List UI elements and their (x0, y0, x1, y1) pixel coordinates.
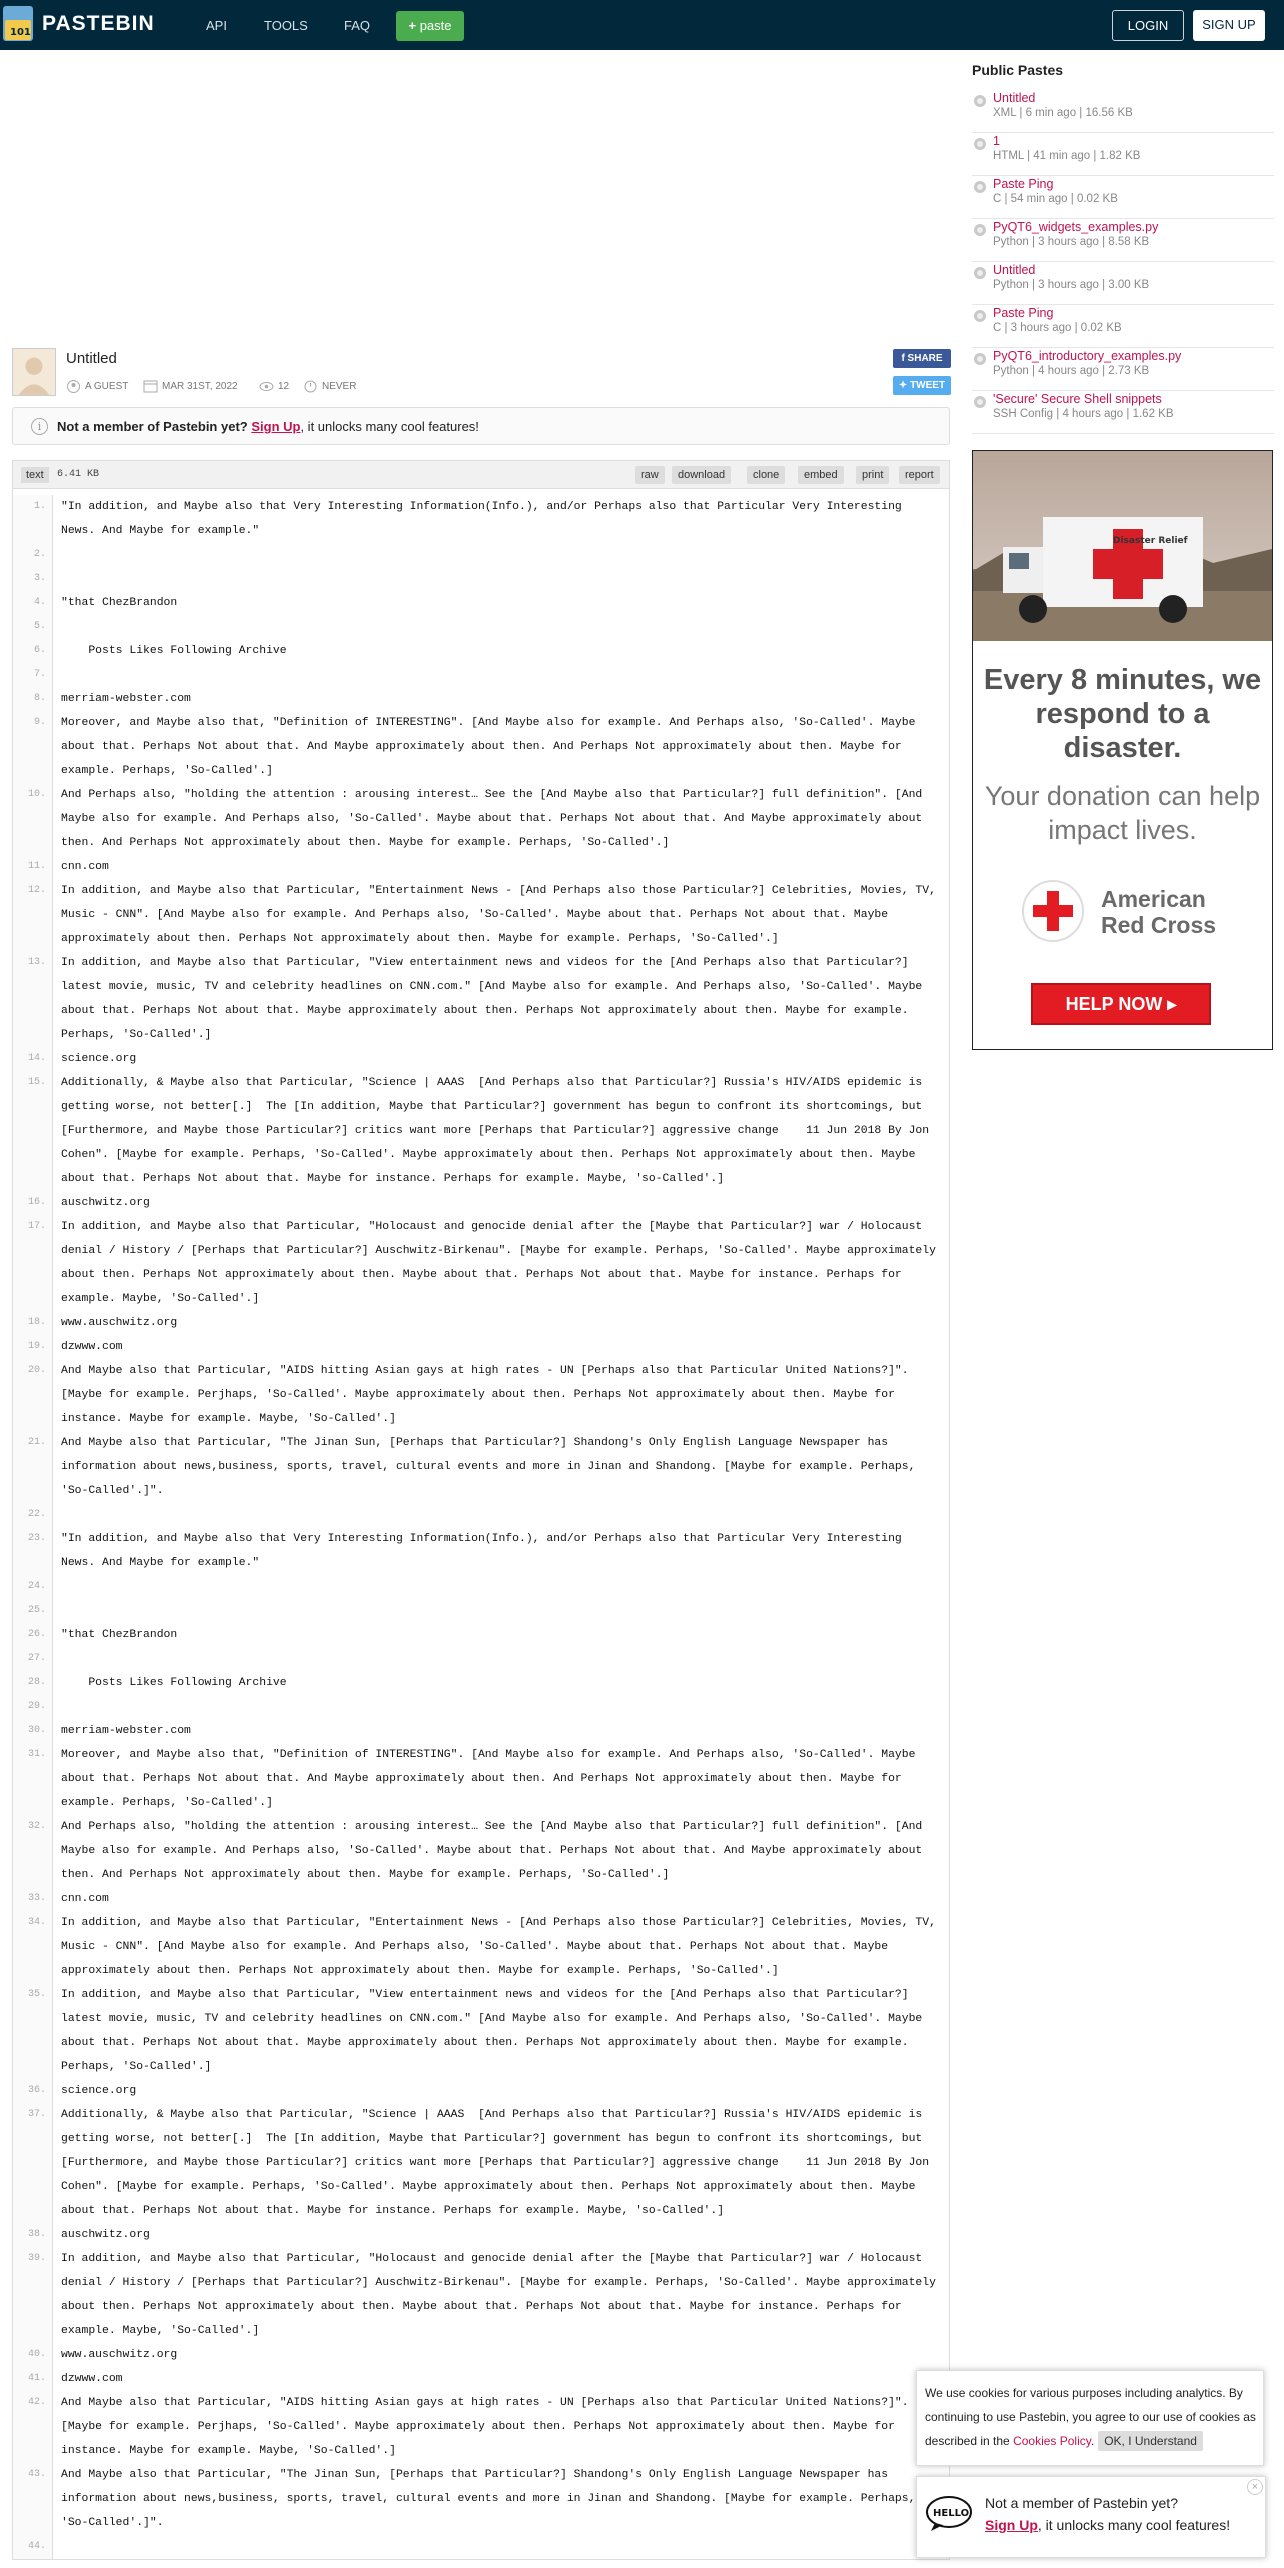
line-number: 32. (13, 1815, 53, 1887)
line-content: science.org (61, 2085, 137, 2097)
line-content (53, 543, 949, 567)
calendar-icon (143, 380, 158, 393)
plus-icon: + (408, 18, 420, 33)
code-line (13, 1719, 949, 1743)
cookie-message: We use cookies for various purposes including analytics. By continuing to use Pastebin, you agree to our use of cookies as described in the (925, 2386, 1256, 2448)
line-content: Posts Likes Following Archive (61, 1677, 287, 1689)
line-content: "In addition, and Maybe also that Very Interesting Information(Info.), and/or Perhaps also that Particular Very Interesting News. And Maybe for example." (61, 501, 909, 537)
line-content: www.auschwitz.org (61, 2349, 178, 2361)
public-paste-name[interactable]: Paste Ping (993, 306, 1054, 320)
code-line (13, 1047, 949, 1071)
line-number: 18. (13, 1311, 53, 1335)
code-line (13, 2343, 949, 2367)
code-line (13, 1911, 949, 1983)
popup-line2 (985, 2517, 1230, 2533)
code-line (13, 1071, 949, 1191)
public-paste-name[interactable]: Untitled (993, 263, 1036, 277)
line-number: 34. (13, 1911, 53, 1983)
notice-rest: , it unlocks many cool features! (300, 419, 479, 434)
signup-popup (916, 2476, 1266, 2558)
paste-globe-icon (974, 396, 986, 408)
code-line (13, 711, 949, 783)
line-number: 20. (13, 1359, 53, 1431)
line-number: 30. (13, 1719, 53, 1743)
vehicle-text: Disaster Relief (1113, 536, 1188, 546)
public-paste-name[interactable]: 'Secure' Secure Shell snippets (993, 392, 1162, 406)
line-content: Posts Likes Following Archive (61, 645, 287, 657)
code-line (13, 1623, 949, 1647)
line-number: 3. (13, 567, 53, 591)
line-number: 35. (13, 1983, 53, 2079)
code-line (13, 2079, 949, 2103)
line-number: 16. (13, 1191, 53, 1215)
code-line (13, 1887, 949, 1911)
print-button[interactable]: print (856, 466, 889, 484)
line-number: 43. (13, 2463, 53, 2535)
line-content: auschwitz.org (61, 1197, 150, 1209)
svg-text:101: 101 (10, 27, 31, 38)
author-name[interactable]: A GUEST (85, 381, 129, 393)
line-number: 19. (13, 1335, 53, 1359)
line-number: 11. (13, 855, 53, 879)
expiry-clock-icon (303, 380, 318, 393)
line-content (53, 663, 949, 687)
line-number: 9. (13, 711, 53, 783)
views-count: 12 (278, 381, 290, 393)
code-line (13, 687, 949, 711)
code-line (13, 1575, 949, 1599)
code-line (13, 1191, 949, 1215)
report-button[interactable]: report (899, 466, 940, 484)
public-paste-item[interactable] (972, 133, 1274, 176)
line-number: 5. (13, 615, 53, 639)
cookie-after: . (1090, 2434, 1095, 2448)
code-line (13, 1311, 949, 1335)
paste-code-box (12, 460, 950, 2560)
popup-line1: Not a member of Pastebin yet? (985, 2495, 1178, 2511)
paste-button-label: paste (419, 18, 452, 33)
public-pastes-title: Public Pastes (972, 62, 1064, 78)
popup-signup-link[interactable]: Sign Up (985, 2517, 1038, 2533)
paste-globe-icon (974, 353, 986, 365)
line-content: auschwitz.org (61, 2229, 150, 2241)
code-line (13, 567, 949, 591)
line-content: And Perhaps also, "holding the attention : arousing interest… See the [And Maybe also that Particular?] full definition". [And Maybe also for example. And Perhaps also, 'So-Called'. Maybe about that. Perhaps Not about that. And Maybe approximately about then. And Perhaps Not approximately about then. Maybe for example. Perhaps, 'So-Called'.] (61, 1821, 930, 1881)
tweet-label: TWEET (910, 380, 946, 391)
code-line (13, 783, 949, 855)
facebook-icon: f (901, 353, 908, 364)
notice-text (57, 419, 479, 434)
paste-title: Untitled (66, 350, 117, 367)
paste-date (143, 380, 238, 396)
paste-globe-icon (974, 267, 986, 279)
line-number: 37. (13, 2103, 53, 2223)
top-header (0, 0, 1284, 50)
line-number: 1. (13, 495, 53, 543)
line-content: Additionally, & Maybe also that Particular, "Science | AAAS [And Perhaps also that Particular?] Russia's HIV/AIDS epidemic is getting worse, not better[.] The [In addition, Maybe that Particular?] government has begun to confront its shortcomings, but [Furthermore, and Maybe those Particular?] critics want more [Perhaps that Particular?] aggressive change 11 Jun 2018 By Jon Cohen". [Maybe for example. Perhaps, 'So-Called'. Maybe approximately about then. Perhaps Not approximately about then. Maybe about that. Perhaps Not about that. Maybe for instance. Perhaps for example. Maybe, 'so-Called'.] (61, 1077, 936, 1185)
paste-globe-icon (974, 181, 986, 193)
code-line (13, 543, 949, 567)
line-content: dzwww.com (61, 1341, 123, 1353)
code-line (13, 2535, 949, 2559)
info-icon: i (31, 418, 48, 435)
code-line (13, 1983, 949, 2079)
code-line (13, 1743, 949, 1815)
code-line (13, 2247, 949, 2343)
line-content: In addition, and Maybe also that Particular, "Entertainment News - [And Perhaps also those Particular?] Celebrities, Movies, TV, Music - CNN". [And Maybe also for example. And Perhaps also, 'So-Called'. Maybe about that. Perhaps Not about that. Maybe approximately about then. Perhaps Not approximately about then. Maybe for example. Perhaps, 'So-Called'.] (61, 1917, 943, 1977)
close-icon[interactable]: × (1247, 2479, 1263, 2495)
expiry-text: NEVER (322, 381, 357, 393)
line-content: science.org (61, 1053, 137, 1065)
line-content (53, 1647, 949, 1671)
notice-bold: Not a member of Pastebin yet? (57, 419, 248, 434)
line-number: 29. (13, 1695, 53, 1719)
download-button[interactable]: download (672, 466, 731, 484)
line-content: dzwww.com (61, 2373, 123, 2385)
nav-tools[interactable]: TOOLS (264, 18, 308, 33)
code-line (13, 2367, 949, 2391)
code-line (13, 2463, 949, 2535)
paste-expiry (303, 380, 356, 396)
line-content: Moreover, and Maybe also that, "Definition of INTERESTING". [And Maybe also for example. And Perhaps also, 'So-Called'. Maybe about that. Perhaps Not about that. And Maybe approximately about then. And Perhaps Not approximately about then. Maybe for example. Perhaps, 'So-Called'.] (61, 1749, 923, 1809)
line-content: "that ChezBrandon (61, 1629, 178, 1641)
cookie-ok-button[interactable]: OK, I Understand (1098, 2431, 1203, 2451)
line-number: 8. (13, 687, 53, 711)
cookies-policy-link[interactable]: Cookies Policy (1013, 2434, 1091, 2448)
line-number: 15. (13, 1071, 53, 1191)
public-paste-meta: HTML | 41 min ago | 1.82 KB (993, 150, 1141, 162)
logo-text[interactable]: PASTEBIN (42, 12, 155, 35)
line-number: 41. (13, 2367, 53, 2391)
line-number: 44. (13, 2535, 53, 2559)
notice-signup-link[interactable]: Sign Up (251, 419, 301, 434)
embed-button[interactable]: embed (798, 466, 844, 484)
code-line (13, 1431, 949, 1503)
line-content (53, 1503, 949, 1527)
line-number: 6. (13, 639, 53, 663)
line-content: And Perhaps also, "holding the attention : arousing interest… See the [And Maybe also that Particular?] full definition". [And Maybe also for example. And Perhaps also, 'So-Called'. Maybe about that. Perhaps Not about that. And Maybe approximately about then. And Perhaps Not approximately about then. Maybe for example. Perhaps, 'So-Called'.] (61, 789, 930, 849)
public-paste-meta: XML | 6 min ago | 16.56 KB (993, 107, 1133, 119)
line-content (53, 1599, 949, 1623)
code-line (13, 2223, 949, 2247)
paste-author (66, 380, 128, 396)
public-paste-item[interactable] (972, 90, 1274, 133)
public-paste-meta: Python | 3 hours ago | 8.58 KB (993, 236, 1150, 248)
line-number: 12. (13, 879, 53, 951)
line-content: www.auschwitz.org (61, 1317, 178, 1329)
paste-globe-icon (974, 95, 986, 107)
public-paste-item[interactable] (972, 219, 1274, 262)
top-ad-placeholder (10, 58, 952, 344)
code-line (13, 1599, 949, 1623)
code-line (13, 1527, 949, 1575)
twitter-icon: ✦ (898, 380, 911, 391)
code-toolbar (13, 461, 949, 489)
code-line (13, 2391, 949, 2463)
public-paste-meta: C | 54 min ago | 0.02 KB (993, 193, 1118, 205)
code-line (13, 1215, 949, 1311)
line-content: merriam-webster.com (61, 1725, 191, 1737)
line-content: merriam-webster.com (61, 693, 191, 705)
code-line (13, 495, 949, 543)
file-size: 6.41 KB (57, 469, 100, 480)
paste-globe-icon (974, 224, 986, 236)
line-number: 22. (13, 1503, 53, 1527)
code-lines (13, 495, 949, 2559)
line-content: In addition, and Maybe also that Particular, "Entertainment News - [And Perhaps also those Particular?] Celebrities, Movies, TV, Music - CNN". [And Maybe also for example. And Perhaps also, 'So-Called'. Maybe about that. Perhaps Not about that. Maybe approximately about then. Perhaps Not approximately about then. Maybe for example. Perhaps, 'So-Called'.] (61, 885, 943, 945)
line-number: 39. (13, 2247, 53, 2343)
code-line (13, 639, 949, 663)
public-paste-item[interactable] (972, 391, 1274, 434)
line-number: 27. (13, 1647, 53, 1671)
public-paste-item[interactable] (972, 305, 1274, 348)
line-content: cnn.com (61, 861, 109, 873)
ad-brand: American Red Cross (1101, 886, 1217, 938)
line-number: 4. (13, 591, 53, 615)
public-paste-item[interactable] (972, 348, 1274, 391)
line-number: 21. (13, 1431, 53, 1503)
line-content: And Maybe also that Particular, "The Jinan Sun, [Perhaps that Particular?] Shandong's Only English Language Newspaper has information about news,business, sports, travel, cultural events and more in Jinan and Shandong. [Maybe for example. Perhaps, 'So-Called'.]". (61, 1437, 923, 1497)
line-number: 42. (13, 2391, 53, 2463)
cookie-text (925, 2381, 1259, 2453)
public-paste-item[interactable] (972, 262, 1274, 305)
paste-globe-icon (974, 138, 986, 150)
signup-button[interactable]: SIGN UP (1193, 10, 1265, 41)
code-line (13, 591, 949, 615)
public-paste-meta: SSH Config | 4 hours ago | 1.62 KB (993, 408, 1174, 420)
code-line (13, 1647, 949, 1671)
code-line (13, 615, 949, 639)
line-number: 2. (13, 543, 53, 567)
line-content: cnn.com (61, 1893, 109, 1905)
share-label: SHARE (907, 353, 943, 364)
cookie-banner (916, 2370, 1264, 2466)
login-button[interactable]: LOGIN (1112, 10, 1184, 41)
public-paste-meta: C | 3 hours ago | 0.02 KB (993, 322, 1122, 334)
line-number: 40. (13, 2343, 53, 2367)
public-paste-meta: Python | 4 hours ago | 2.73 KB (993, 365, 1150, 377)
paste-globe-icon (974, 310, 986, 322)
signup-notice (12, 407, 950, 445)
nav-api[interactable]: API (206, 18, 227, 33)
line-content (53, 567, 949, 591)
public-paste-item[interactable] (972, 176, 1274, 219)
public-paste-name[interactable]: PyQT6_widgets_examples.py (993, 220, 1159, 234)
line-number: 26. (13, 1623, 53, 1647)
ad-subline: Your donation can help impact lives. (984, 781, 1261, 845)
line-content: And Maybe also that Particular, "AIDS hitting Asian gays at high rates - UN [Perhaps also that Particular United Nations?]". [Maybe for example. Perjhaps, 'So-Called'. Maybe approximately about then. Perhaps Not approximately about then. Maybe for instance. Maybe for example. Maybe, 'So-Called'.] (61, 2397, 916, 2457)
public-paste-name[interactable]: 1 (993, 134, 1000, 148)
pastebin-logo-icon[interactable] (2, 3, 36, 43)
public-paste-name[interactable]: PyQT6_introductory_examples.py (993, 349, 1182, 363)
line-content: In addition, and Maybe also that Particular, "View entertainment news and videos for the [And Perhaps also that Particular?] latest movie, music, TV and celebrity headlines on CNN.com." [And Maybe also for example. And Perhaps also, 'So-Called'. Maybe about that. Perhaps Not about that. Maybe approximately about then. Perhaps Not approximately about then. Maybe for example. Perhaps, 'So-Called'.] (61, 1989, 930, 2073)
code-line (13, 1335, 949, 1359)
line-number: 31. (13, 1743, 53, 1815)
code-line (13, 1671, 949, 1695)
line-number: 17. (13, 1215, 53, 1311)
line-number: 33. (13, 1887, 53, 1911)
public-paste-meta: Python | 3 hours ago | 3.00 KB (993, 279, 1150, 291)
paste-views (259, 380, 289, 396)
public-paste-name[interactable]: Paste Ping (993, 177, 1054, 191)
red-cross-ad[interactable] (972, 450, 1273, 1050)
user-icon (66, 380, 81, 393)
code-line (13, 1815, 949, 1887)
line-number: 14. (13, 1047, 53, 1071)
line-content: And Maybe also that Particular, "AIDS hitting Asian gays at high rates - UN [Perhaps also that Particular United Nations?]". [Maybe for example. Perjhaps, 'So-Called'. Maybe approximately about then. Perhaps Not approximately about then. Maybe for instance. Maybe for example. Maybe, 'So-Called'.] (61, 1365, 916, 1425)
code-line (13, 1503, 949, 1527)
code-line (13, 2103, 949, 2223)
line-content (53, 1695, 949, 1719)
ad-headline: Every 8 minutes, we respond to a disaster. (983, 664, 1262, 764)
line-number: 38. (13, 2223, 53, 2247)
eye-icon (259, 380, 274, 393)
line-content: "that ChezBrandon (61, 597, 178, 609)
line-content (53, 1575, 949, 1599)
line-content: In addition, and Maybe also that Particular, "Holocaust and genocide denial after the [Maybe that Particular?] war / Holocaust denial / History / [Perhaps that Particular?] Auschwitz-Birkenau". [Maybe for example. Perhaps, 'So-Called'. Maybe approximately about then. Perhaps Not approximately about then. Maybe about that. Perhaps Not about that. Maybe for instance. Perhaps for example. Maybe, 'So-Called'.] (61, 1221, 943, 1305)
line-content: Additionally, & Maybe also that Particular, "Science | AAAS [And Perhaps also that Particular?] Russia's HIV/AIDS epidemic is getting worse, not better[.] The [In addition, Maybe that Particular?] government has begun to confront its shortcomings, but [Furthermore, and Maybe those Particular?] critics want more [Perhaps that Particular?] aggressive change 11 Jun 2018 By Jon Cohen". [Maybe for example. Perhaps, 'So-Called'. Maybe approximately about then. Perhaps Not approximately about then. Maybe about that. Perhaps Not about that. Maybe for instance. Perhaps for example. Maybe, 'so-Called'.] (61, 2109, 936, 2217)
line-content (53, 615, 949, 639)
new-paste-button[interactable] (396, 11, 464, 41)
line-content: "In addition, and Maybe also that Very Interesting Information(Info.), and/or Perhaps also that Particular Very Interesting News. And Maybe for example." (61, 1533, 909, 1569)
facebook-share-button[interactable] (893, 349, 951, 368)
line-number: 24. (13, 1575, 53, 1599)
line-number: 36. (13, 2079, 53, 2103)
nav-faq[interactable]: FAQ (344, 18, 371, 33)
help-now-button[interactable]: HELP NOW ▸ (1031, 983, 1211, 1025)
line-number: 10. (13, 783, 53, 855)
line-number: 23. (13, 1527, 53, 1575)
line-number: 7. (13, 663, 53, 687)
hello-text: HELLO (933, 2508, 970, 2519)
line-content (53, 2535, 949, 2559)
date-text: MAR 31ST, 2022 (162, 381, 238, 393)
clone-button[interactable]: clone (747, 466, 785, 484)
line-content: In addition, and Maybe also that Particular, "Holocaust and genocide denial after the [Maybe that Particular?] war / Holocaust denial / History / [Perhaps that Particular?] Auschwitz-Birkenau". [Maybe for example. Perhaps, 'So-Called'. Maybe approximately about then. Perhaps Not approximately about then. Maybe about that. Perhaps Not about that. Maybe for instance. Perhaps for example. Maybe, 'So-Called'.] (61, 2253, 943, 2337)
line-content: And Maybe also that Particular, "The Jinan Sun, [Perhaps that Particular?] Shandong's Only English Language Newspaper has information about news,business, sports, travel, cultural events and more in Jinan and Shandong. [Maybe for example. Perhaps, 'So-Called'.]". (61, 2469, 916, 2529)
line-number: 13. (13, 951, 53, 1047)
raw-button[interactable]: raw (635, 466, 665, 484)
code-line (13, 855, 949, 879)
popup-line2-rest: , it unlocks many cool features! (1037, 2517, 1231, 2533)
code-line (13, 663, 949, 687)
code-line (13, 951, 949, 1047)
code-line (13, 1359, 949, 1431)
line-number: 25. (13, 1599, 53, 1623)
line-content: Moreover, and Maybe also that, "Definition of INTERESTING". [And Maybe also for example. And Perhaps also, 'So-Called'. Maybe about that. Perhaps Not about that. And Maybe approximately about then. And Perhaps Not approximately about then. Maybe for example. Perhaps, 'So-Called'.] (61, 717, 923, 777)
red-cross-icon (1021, 879, 1085, 943)
public-paste-name[interactable]: Untitled (993, 91, 1036, 105)
twitter-share-button[interactable] (893, 376, 951, 395)
line-number: 28. (13, 1671, 53, 1695)
language-tag[interactable]: text (21, 467, 49, 483)
code-line (13, 1695, 949, 1719)
ambulance-photo (973, 451, 1272, 641)
code-line (13, 879, 949, 951)
guest-avatar (12, 348, 56, 396)
line-content: In addition, and Maybe also that Particular, "View entertainment news and videos for the [And Perhaps also that Particular?] latest movie, music, TV and celebrity headlines on CNN.com." [And Maybe also for example. And Perhaps also, 'So-Called'. Maybe about that. Perhaps Not about that. Maybe approximately about then. Perhaps Not approximately about then. Maybe for example. Perhaps, 'So-Called'.] (61, 957, 930, 1041)
hello-bubble-icon (925, 2495, 973, 2533)
